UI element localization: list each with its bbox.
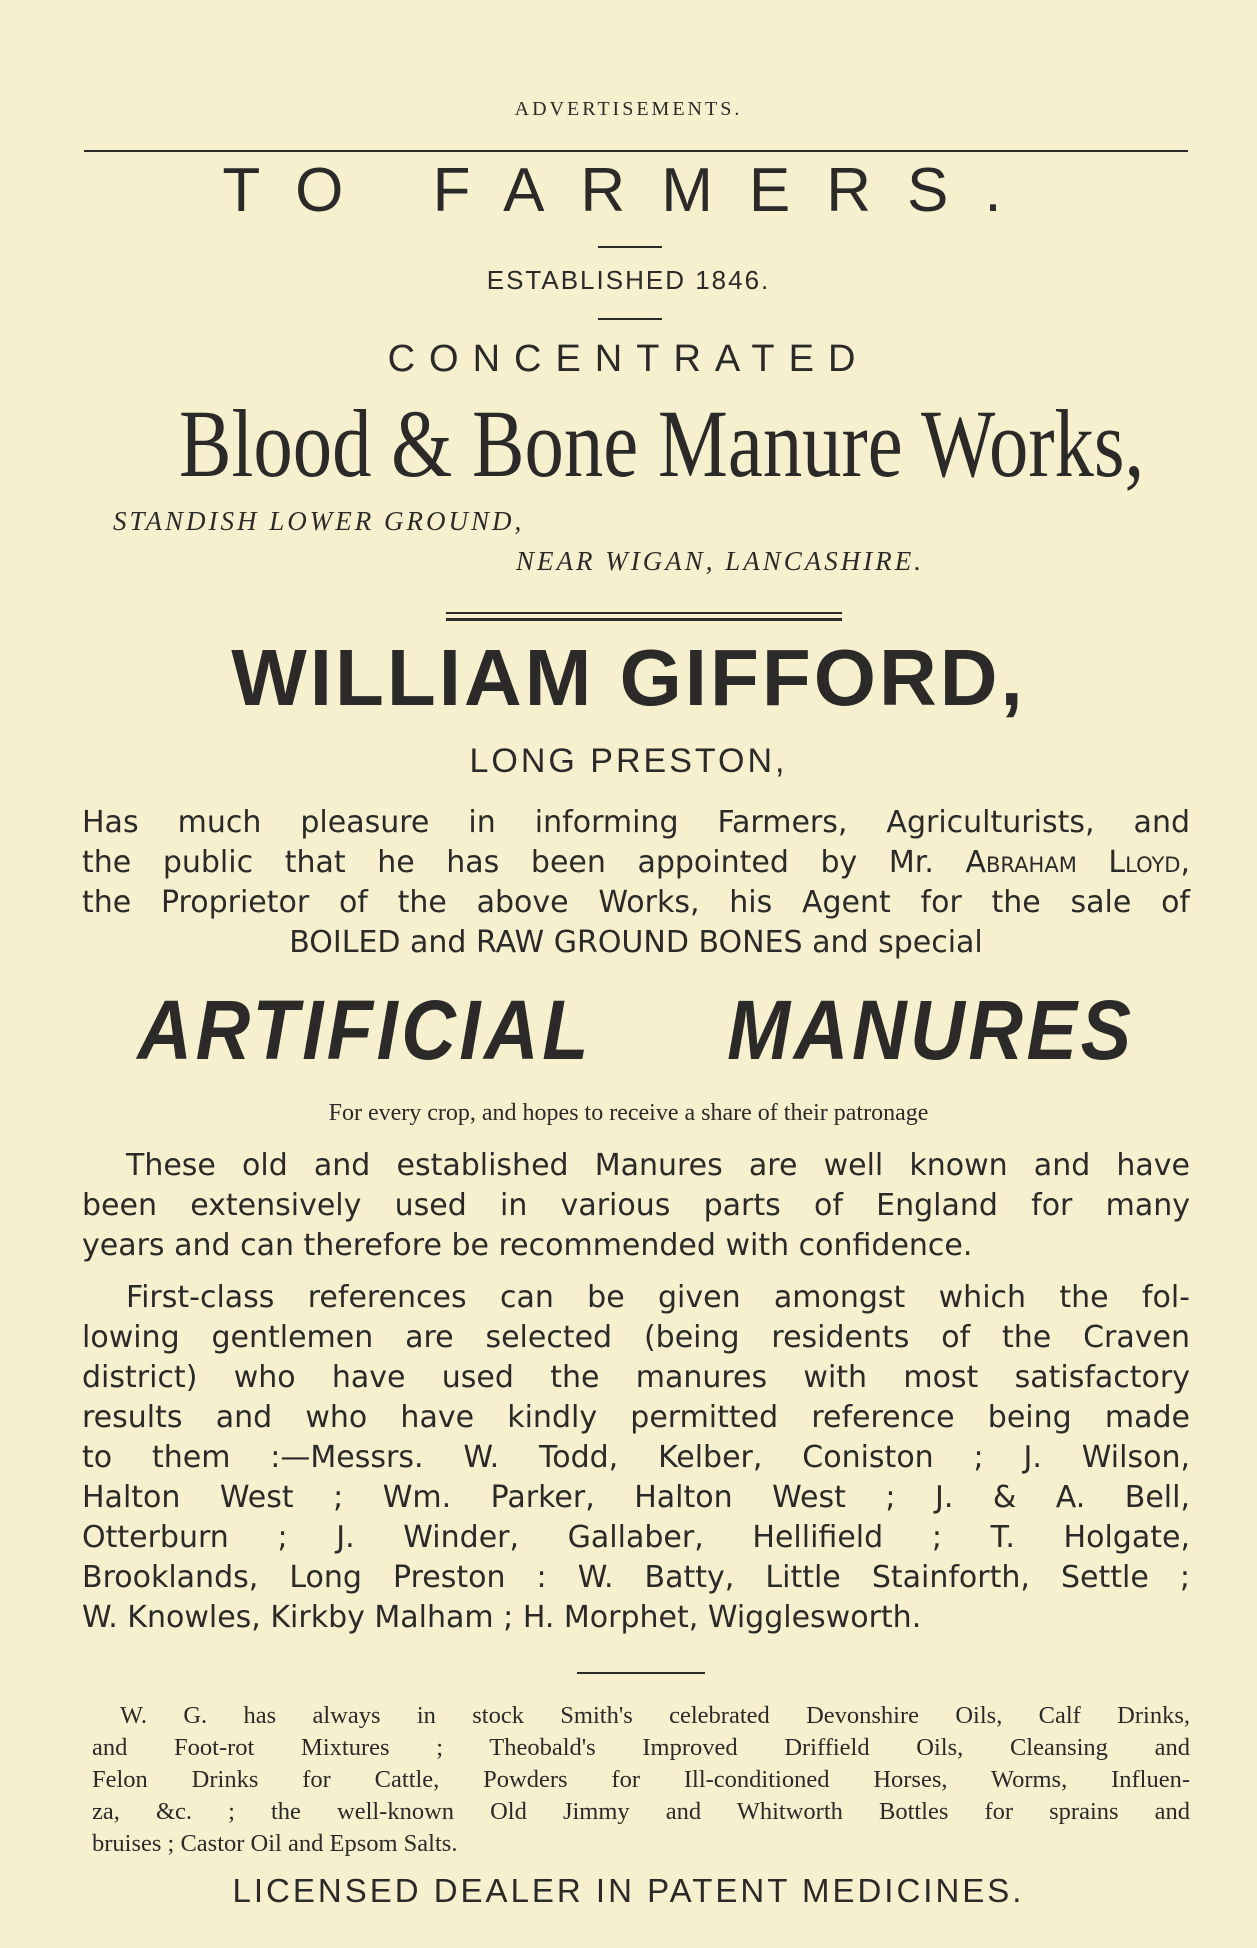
proprietor-name: Abraham Lloyd, bbox=[965, 845, 1190, 880]
header-rule bbox=[84, 150, 1188, 152]
stock-line: za, &c. ; the well-known Old Jimmy and Whitworth Bottles for sprains and bbox=[92, 1798, 1190, 1825]
double-rule-bottom bbox=[446, 618, 842, 621]
paragraph-line: Otterburn ; J. Winder, Gallaber, Hellifield ; T. Holgate, bbox=[82, 1520, 1190, 1555]
agent-name: WILLIAM GIFFORD, bbox=[231, 633, 1026, 722]
intro-paragraph bbox=[82, 803, 1190, 963]
paragraph-line: to them :—Messrs. W. Todd, Kelber, Coniston ; J. Wilson, bbox=[82, 1440, 1190, 1475]
product-word-artificial: ARTIFICIAL bbox=[137, 983, 592, 1077]
stock-paragraph bbox=[92, 1700, 1190, 1860]
works-name: Blood & Bone Manure Works, bbox=[179, 390, 1145, 497]
stock-line: W. G. has always in stock Smith's celebrated Devonshire Oils, Calf Drinks, bbox=[120, 1702, 1190, 1729]
intro-line: the Proprietor of the above Works, his Agent for the sale of bbox=[82, 885, 1190, 920]
intro-line: Has much pleasure in informing Farmers, Agriculturists, and bbox=[82, 805, 1190, 840]
short-rule-2 bbox=[598, 318, 662, 320]
concentrated-heading: CONCENTRATED bbox=[387, 338, 870, 380]
short-rule-1 bbox=[598, 246, 662, 248]
section-rule bbox=[577, 1672, 705, 1674]
paragraph-line: results and who have kindly permitted reference being made bbox=[82, 1400, 1190, 1435]
agent-place: LONG PRESTON, bbox=[469, 742, 788, 780]
established-manures-paragraph bbox=[82, 1146, 1190, 1266]
paragraph-line: Brooklands, Long Preston : W. Batty, Little Stainforth, Settle ; bbox=[82, 1560, 1190, 1595]
intro-line bbox=[82, 843, 1190, 883]
headline: TO FARMERS. bbox=[222, 156, 1038, 225]
paragraph-line: W. Knowles, Kirkby Malham ; H. Morphet, Wigglesworth. bbox=[82, 1600, 922, 1635]
address-line-2: NEAR WIGAN, LANCASHIRE. bbox=[516, 546, 924, 576]
paragraph-line: district) who have used the manures with most satisfactory bbox=[82, 1360, 1190, 1395]
running-header: ADVERTISEMENTS. bbox=[514, 98, 743, 120]
established-line: ESTABLISHED 1846. bbox=[486, 265, 771, 295]
double-rule-top bbox=[446, 612, 842, 614]
for-every-crop-line: For every crop, and hopes to receive a share of their patronage bbox=[328, 1100, 929, 1126]
licensed-dealer-line: LICENSED DEALER IN PATENT MEDICINES. bbox=[232, 1872, 1025, 1909]
references-paragraph bbox=[82, 1278, 1190, 1638]
stock-line: and Foot-rot Mixtures ; Theobald's Improved Driffield Oils, Cleansing and bbox=[92, 1734, 1190, 1761]
paragraph-line: lowing gentlemen are selected (being residents of the Craven bbox=[82, 1320, 1190, 1355]
paragraph-line: These old and established Manures are well known and have bbox=[126, 1148, 1190, 1183]
paragraph-line: Halton West ; Wm. Parker, Halton West ; J. & A. Bell, bbox=[82, 1480, 1190, 1515]
stock-line: Felon Drinks for Cattle, Powders for Ill-conditioned Horses, Worms, Influen- bbox=[92, 1766, 1190, 1793]
address-line-1: STANDISH LOWER GROUND, bbox=[113, 506, 525, 536]
product-word-manures: MANURES bbox=[727, 983, 1135, 1077]
stock-line: bruises ; Castor Oil and Epsom Salts. bbox=[92, 1830, 458, 1857]
paragraph-line: years and can therefore be recommended with confidence. bbox=[82, 1228, 973, 1263]
product-heading bbox=[137, 982, 1134, 1079]
paragraph-line: First-class references can be given amongst which the fol- bbox=[126, 1280, 1190, 1315]
paragraph-line: been extensively used in various parts of England for many bbox=[82, 1188, 1190, 1223]
intro-line-text: the public that he has been appointed by Mr. bbox=[82, 845, 934, 880]
intro-line: BOILED and RAW GROUND BONES and special bbox=[289, 925, 983, 960]
